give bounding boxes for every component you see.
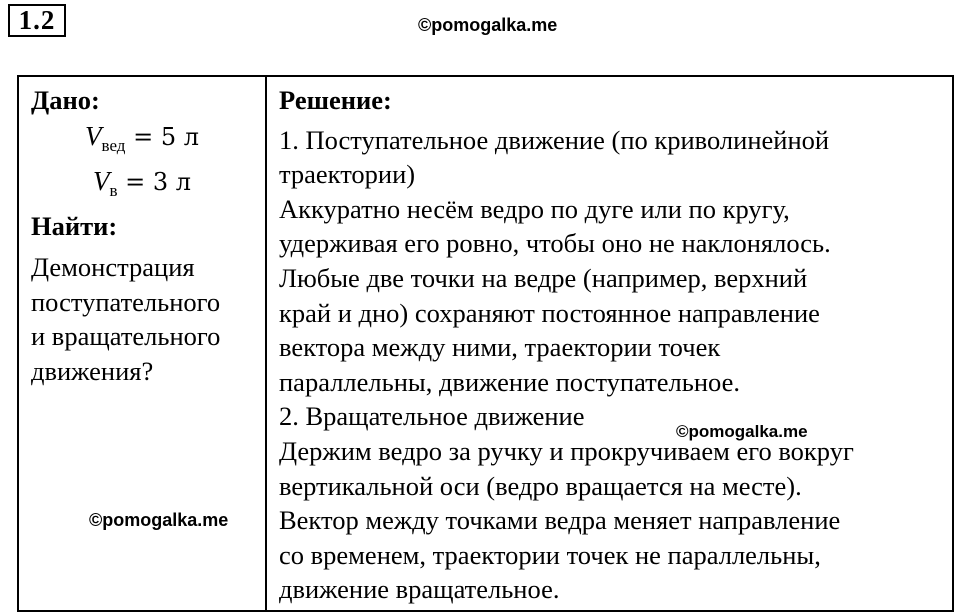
solution-line: Вектор между точками ведра меняет направление bbox=[279, 505, 841, 536]
find-question: Демонстрация поступательного и вращательного движения? bbox=[31, 251, 221, 387]
solution-line: со временем, траектории точек не параллельны, bbox=[279, 539, 821, 570]
watermark-middle: ©pomogalka.me bbox=[676, 422, 808, 441]
solution-line: 2. Вращательное движение bbox=[279, 401, 585, 432]
solution-line: вертикальной оси (ведро вращается на месте). bbox=[279, 470, 802, 501]
find-heading: Найти: bbox=[31, 211, 118, 242]
given-heading: Дано: bbox=[31, 85, 100, 115]
watermark-left: ©pomogalka.me bbox=[89, 510, 229, 530]
solution-line: параллельны, движение поступательное. bbox=[279, 366, 740, 397]
watermark-top: ©pomogalka.me bbox=[418, 15, 558, 35]
solution-line: движение вращательное. bbox=[279, 574, 560, 605]
solution-line: вектора между ними, траектории точек bbox=[279, 332, 721, 363]
solution-heading: Решение: bbox=[279, 85, 392, 115]
problem-number-badge: 1.2 bbox=[8, 4, 66, 37]
given-formula-bucket-volume: $V_{вед} = 5$ л bbox=[85, 120, 199, 155]
solution-line: край и дно) сохраняют постоянное направление bbox=[279, 297, 820, 328]
solution-line: траектории) bbox=[279, 159, 416, 190]
solution-line: Держим ведро за ручку и прокручиваем его вокруг bbox=[279, 435, 854, 466]
solution-line: Аккуратно несём ведро по дуге или по кругу, bbox=[279, 193, 790, 224]
solution-cell bbox=[266, 76, 953, 611]
task-table bbox=[17, 75, 954, 612]
solution-line: удерживая его ровно, чтобы оно не наклонялось. bbox=[279, 228, 831, 259]
given-formula-water-volume: $V_в = 3$ л bbox=[92, 166, 192, 201]
solution-line: 1. Поступательное движение (по криволинейной bbox=[279, 124, 830, 155]
solution-line: Любые две точки на ведре (например, верхний bbox=[279, 262, 808, 293]
